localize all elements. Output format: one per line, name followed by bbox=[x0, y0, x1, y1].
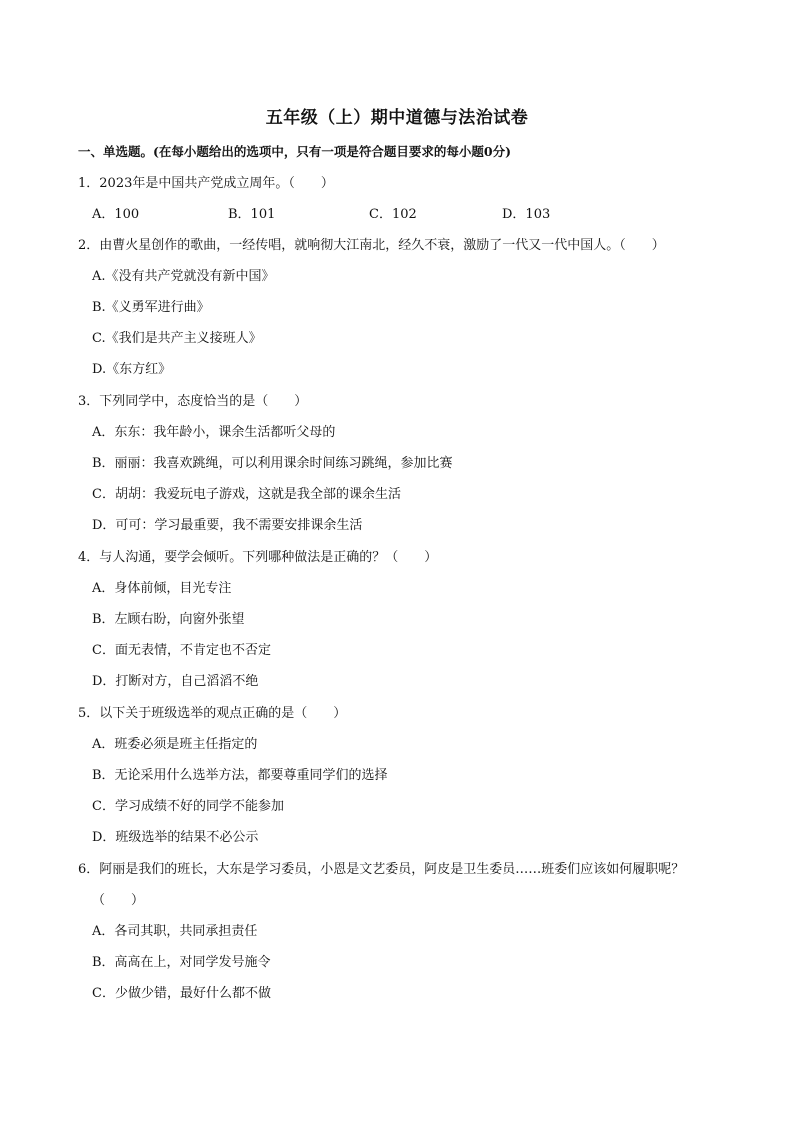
option-4b: B．左顾右盼，向窗外张望 bbox=[92, 612, 245, 627]
option-1a: A．100 bbox=[92, 207, 140, 222]
option-2b: B.《义勇军进行曲》 bbox=[92, 300, 210, 315]
option-1c: C．102 bbox=[369, 207, 417, 222]
section-heading: 一、单选题。(在每小题给出的选项中，只有一项是符合题目要求的每小题0分) bbox=[78, 144, 512, 159]
option-4c: C．面无表情，不肯定也不否定 bbox=[92, 643, 271, 658]
option-5b: B．无论采用什么选举方法，都要尊重同学们的选择 bbox=[92, 768, 388, 783]
option-3b: B．丽丽：我喜欢跳绳，可以利用课余时间练习跳绳，参加比赛 bbox=[92, 456, 453, 471]
option-4a: A．身体前倾，目光专注 bbox=[92, 581, 232, 596]
question-stem-5: 5．以下关于班级选举的观点正确的是（ ） bbox=[78, 706, 347, 721]
question-stem-4: 4．与人沟通，要学会倾听。下列哪种做法是正确的？（ ） bbox=[78, 550, 438, 565]
option-6c: C．少做少错，最好什么都不做 bbox=[92, 986, 271, 1001]
option-6a: A．各司其职，共同承担责任 bbox=[92, 924, 258, 939]
option-2a: A.《没有共产党就没有新中国》 bbox=[92, 269, 275, 284]
question-stem-1: 1．2023年是中国共产党成立周年。（ ） bbox=[78, 176, 334, 191]
option-2d: D.《东方红》 bbox=[92, 362, 172, 377]
option-5c: C．学习成绩不好的同学不能参加 bbox=[92, 799, 284, 814]
option-1b: B．101 bbox=[228, 207, 276, 222]
option-4d: D．打断对方，自己滔滔不绝 bbox=[92, 674, 259, 689]
option-3d: D．可可：学习最重要，我不需要安排课余生活 bbox=[92, 518, 363, 533]
question-stem-6-cont: （ ） bbox=[92, 893, 145, 908]
question-stem-6: 6．阿丽是我们的班长，大东是学习委员，小恩是文艺委员，阿皮是卫生委员……班委们应该如何履职呢？ bbox=[78, 862, 685, 877]
question-stem-2: 2．由曹火星创作的歌曲，一经传唱，就响彻大江南北，经久不衰，激励了一代又一代中国人。（ ） bbox=[78, 238, 665, 253]
option-5d: D．班级选举的结果不必公示 bbox=[92, 830, 259, 845]
page-title: 五年级（上）期中道德与法治试卷 bbox=[265, 108, 529, 128]
question-stem-3: 3．下列同学中，态度恰当的是（ ） bbox=[78, 394, 308, 409]
option-3c: C．胡胡：我爱玩电子游戏，这就是我全部的课余生活 bbox=[92, 487, 401, 502]
option-3a: A．东东：我年龄小，课余生活都听父母的 bbox=[92, 425, 336, 440]
option-2c: C.《我们是共产主义接班人》 bbox=[92, 331, 262, 346]
option-5a: A．班委必须是班主任指定的 bbox=[92, 737, 258, 752]
option-1d: D．103 bbox=[502, 207, 551, 222]
option-6b: B．高高在上，对同学发号施令 bbox=[92, 955, 271, 970]
